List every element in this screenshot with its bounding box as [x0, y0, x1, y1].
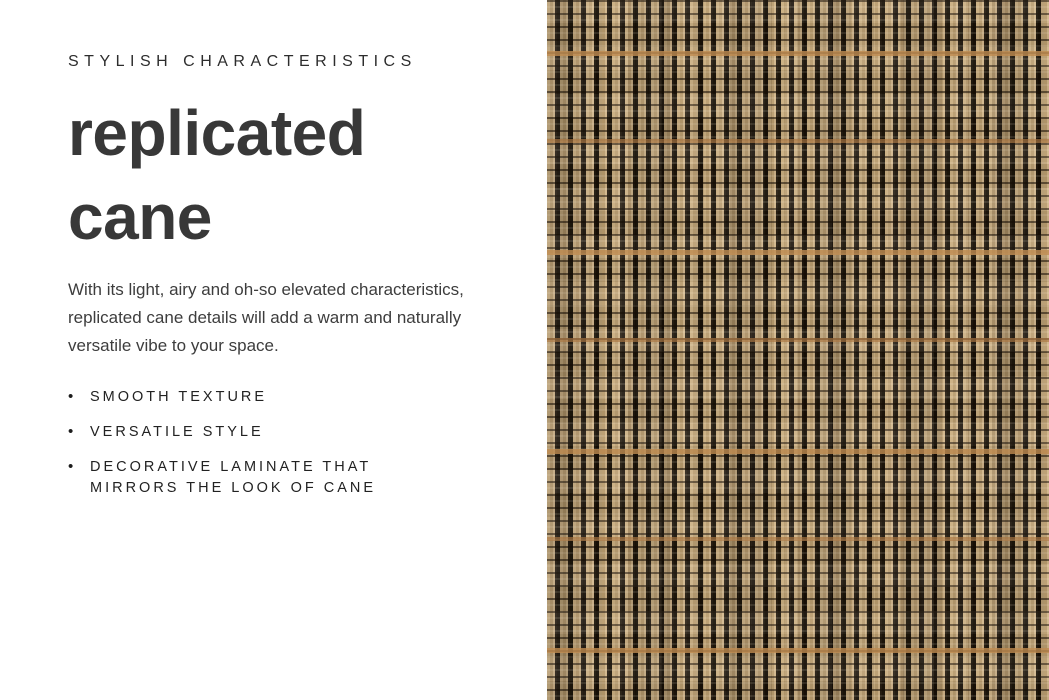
feature-text: SMOOTH TEXTURE [90, 389, 268, 405]
cane-texture-image [547, 0, 1049, 700]
feature-text: VERSATILE STYLE [90, 424, 264, 440]
bullet-icon [68, 422, 90, 442]
description-paragraph: With its light, airy and oh-so elevated characteristics, replicated cane details will add a warm and naturally versatile vibe to your space. [68, 280, 464, 355]
bullet-icon [68, 457, 90, 477]
eyebrow-label: STYLISH CHARACTERISTICS [68, 53, 417, 70]
page-title-line1: replicated [68, 97, 366, 169]
list-item [68, 457, 487, 499]
list-item [68, 422, 487, 443]
list-item [68, 387, 487, 408]
page-title-line2: cane [68, 181, 212, 253]
feature-text: DECORATIVE LAMINATE THAT MIRRORS THE LOOK OF CANE [90, 459, 377, 496]
bullet-icon [68, 387, 90, 407]
page-title [68, 91, 487, 259]
feature-list [68, 387, 487, 499]
